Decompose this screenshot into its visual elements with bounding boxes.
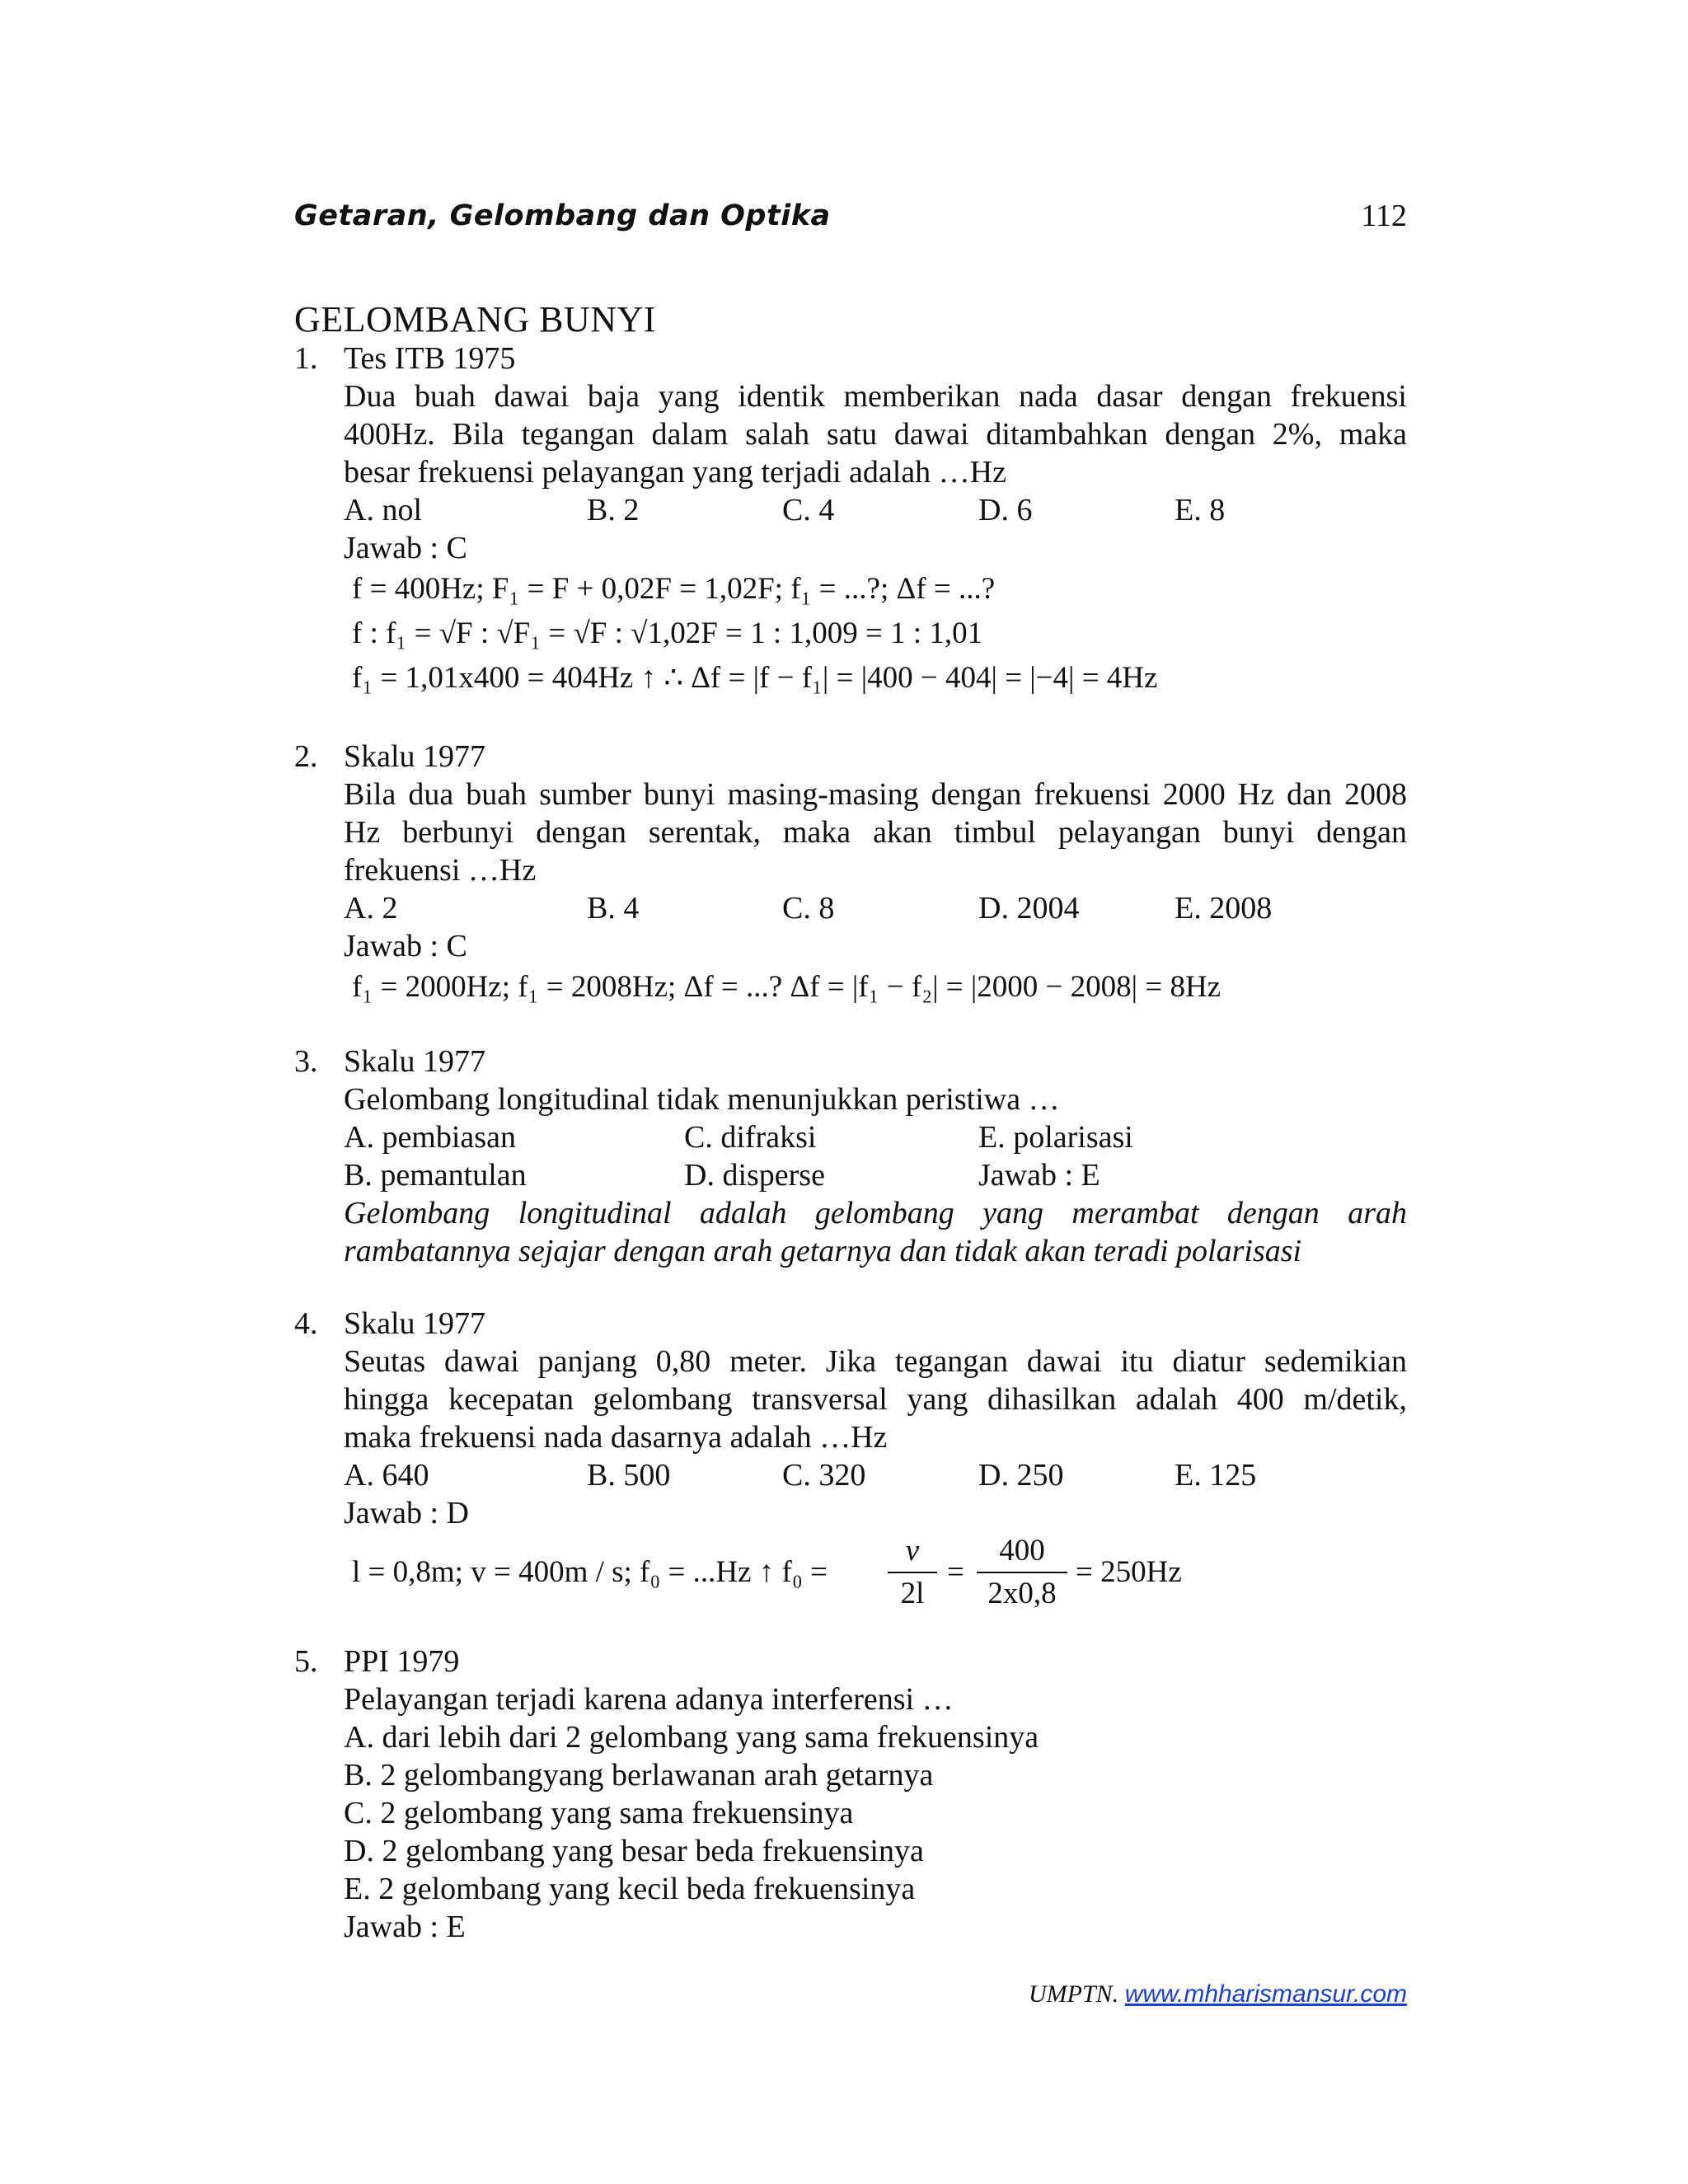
solution-line: f₁ = 2000Hz; f₁ = 2008Hz; Δf = ...? Δf = |f₁ − f₂| = |2000 − 2008| = 8Hz [352,970,1221,1004]
fraction-denominator: 2l [900,1577,925,1610]
option-b: B. 2 [587,493,640,527]
option-b: B. pemantulan [344,1158,527,1193]
option-c: C. 4 [782,493,835,527]
question-text-line: Pelayangan terjadi karena adanya interferensi … [344,1682,954,1717]
fraction-numerator: 400 [999,1534,1045,1568]
option-a: A. nol [344,493,422,527]
option-e: E. 125 [1175,1458,1257,1493]
question-text-line: Dua buah dawai baja yang identik memberikan nada dasar dengan frekuensi [344,379,1407,414]
question-number: 1. [294,341,318,376]
header-title: Getaran, Gelombang dan Optika [294,199,831,232]
question-text-line: Bila dua buah sumber bunyi masing-masing dengan frekuensi 2000 Hz dan 2008 [344,777,1407,812]
formula-rhs: = 250Hz [1076,1555,1182,1589]
question-5 [294,1643,1407,1946]
option-e: E. polarisasi [978,1120,1133,1155]
question-text-line: Hz berbunyi dengan serentak, maka akan timbul pelayangan bunyi dengan [344,815,1407,850]
question-number: 5. [294,1644,318,1679]
fraction-bar [977,1572,1067,1573]
option-a: A. 640 [344,1458,429,1493]
option-e: E. 2 gelombang yang kecil beda frekuensinya [344,1872,916,1906]
question-text-line: hingga kecepatan gelombang transversal yang dihasilkan adalah 400 m/detik, [344,1382,1407,1417]
solution-formula [344,1532,1407,1615]
explanation-line: Gelombang longitudinal adalah gelombang yang merambat dengan arah [344,1196,1407,1230]
option-d: D. 2004 [978,891,1080,926]
option-e: E. 8 [1175,493,1226,527]
question-2 [294,738,1407,1010]
option-d: D. 250 [978,1458,1064,1493]
formula-lhs: l = 0,8m; v = 400m / s; f₀ = ...Hz ↑ f₀ = [352,1555,828,1589]
footer-prefix: UMPTN. [1029,1980,1125,2008]
fraction-denominator: 2x0,8 [987,1577,1057,1610]
answer: Jawab : C [344,531,467,565]
option-a: A. 2 [344,891,398,926]
option-d: D. 2 gelombang yang besar beda frekuensinya [344,1834,924,1868]
options-row [344,491,1407,529]
formula-equals: = [947,1555,964,1589]
section-title: GELOMBANG BUNYI [294,299,656,340]
question-text-line: Seutas dawai panjang 0,80 meter. Jika tegangan dawai itu diatur sedemikian [344,1344,1407,1379]
question-source: Skalu 1977 [344,1044,486,1079]
question-number: 3. [294,1044,318,1079]
question-number: 4. [294,1306,318,1341]
question-number: 2. [294,739,318,774]
option-b: B. 2 gelombangyang berlawanan arah getarnya [344,1758,934,1793]
option-c: C. difraksi [684,1120,817,1155]
footer-website-link[interactable]: www.mhharismansur.com [1124,1980,1407,2008]
solution-line: f = 400Hz; F₁ = F + 0,02F = 1,02F; f₁ = ...?; Δf = ...? [352,572,996,606]
question-text-line: Gelombang longitudinal tidak menunjukkan peristiwa … [344,1082,1060,1117]
question-source: Skalu 1977 [344,739,486,774]
answer: Jawab : C [344,929,467,963]
options-row [344,889,1407,927]
option-c: C. 2 gelombang yang sama frekuensinya [344,1796,854,1830]
option-d: D. 6 [978,493,1033,527]
question-text-line: frekuensi …Hz [344,853,537,888]
question-source: Tes ITB 1975 [344,341,516,376]
question-source: Skalu 1977 [344,1306,486,1341]
page-footer [1029,1978,1407,2011]
question-source: PPI 1979 [344,1644,460,1679]
options-row [344,1456,1407,1494]
options-row [344,1156,1407,1194]
question-text-line: besar frekuensi pelayangan yang terjadi adalah …Hz [344,455,1006,490]
option-a: A. dari lebih dari 2 gelombang yang sama frekuensinya [344,1720,1039,1755]
solution-line: f₁ = 1,01x400 = 404Hz ↑ ∴ Δf = |f − f₁| = |400 − 404| = |−4| = 4Hz [352,661,1158,695]
question-4 [294,1305,1407,1615]
answer: Jawab : D [344,1496,469,1530]
page-header [294,194,1407,238]
question-text-line: 400Hz. Bila tegangan dalam salah satu dawai ditambahkan dengan 2%, maka [344,417,1407,452]
question-3 [294,1043,1407,1270]
answer: Jawab : E [978,1158,1100,1193]
option-b: B. 500 [587,1458,671,1493]
option-b: B. 4 [587,891,640,926]
answer: Jawab : E [344,1910,466,1944]
page-number: 112 [1361,199,1407,233]
fraction-bar [888,1572,937,1573]
question-1 [294,340,1407,701]
option-c: C. 8 [782,891,835,926]
solution-line: f : f₁ = √F : √F₁ = √F : √1,02F = 1 : 1,009 = 1 : 1,01 [352,616,983,650]
option-a: A. pembiasan [344,1120,516,1155]
options-row [344,1118,1407,1156]
option-e: E. 2008 [1175,891,1273,926]
option-d: D. disperse [684,1158,825,1193]
explanation-line: rambatannya sejajar dengan arah getarnya dan tidak akan teradi polarisasi [344,1234,1302,1268]
option-c: C. 320 [782,1458,866,1493]
question-text-line: maka frekuensi nada dasarnya adalah …Hz [344,1420,888,1455]
fraction-numerator: v [905,1534,920,1568]
